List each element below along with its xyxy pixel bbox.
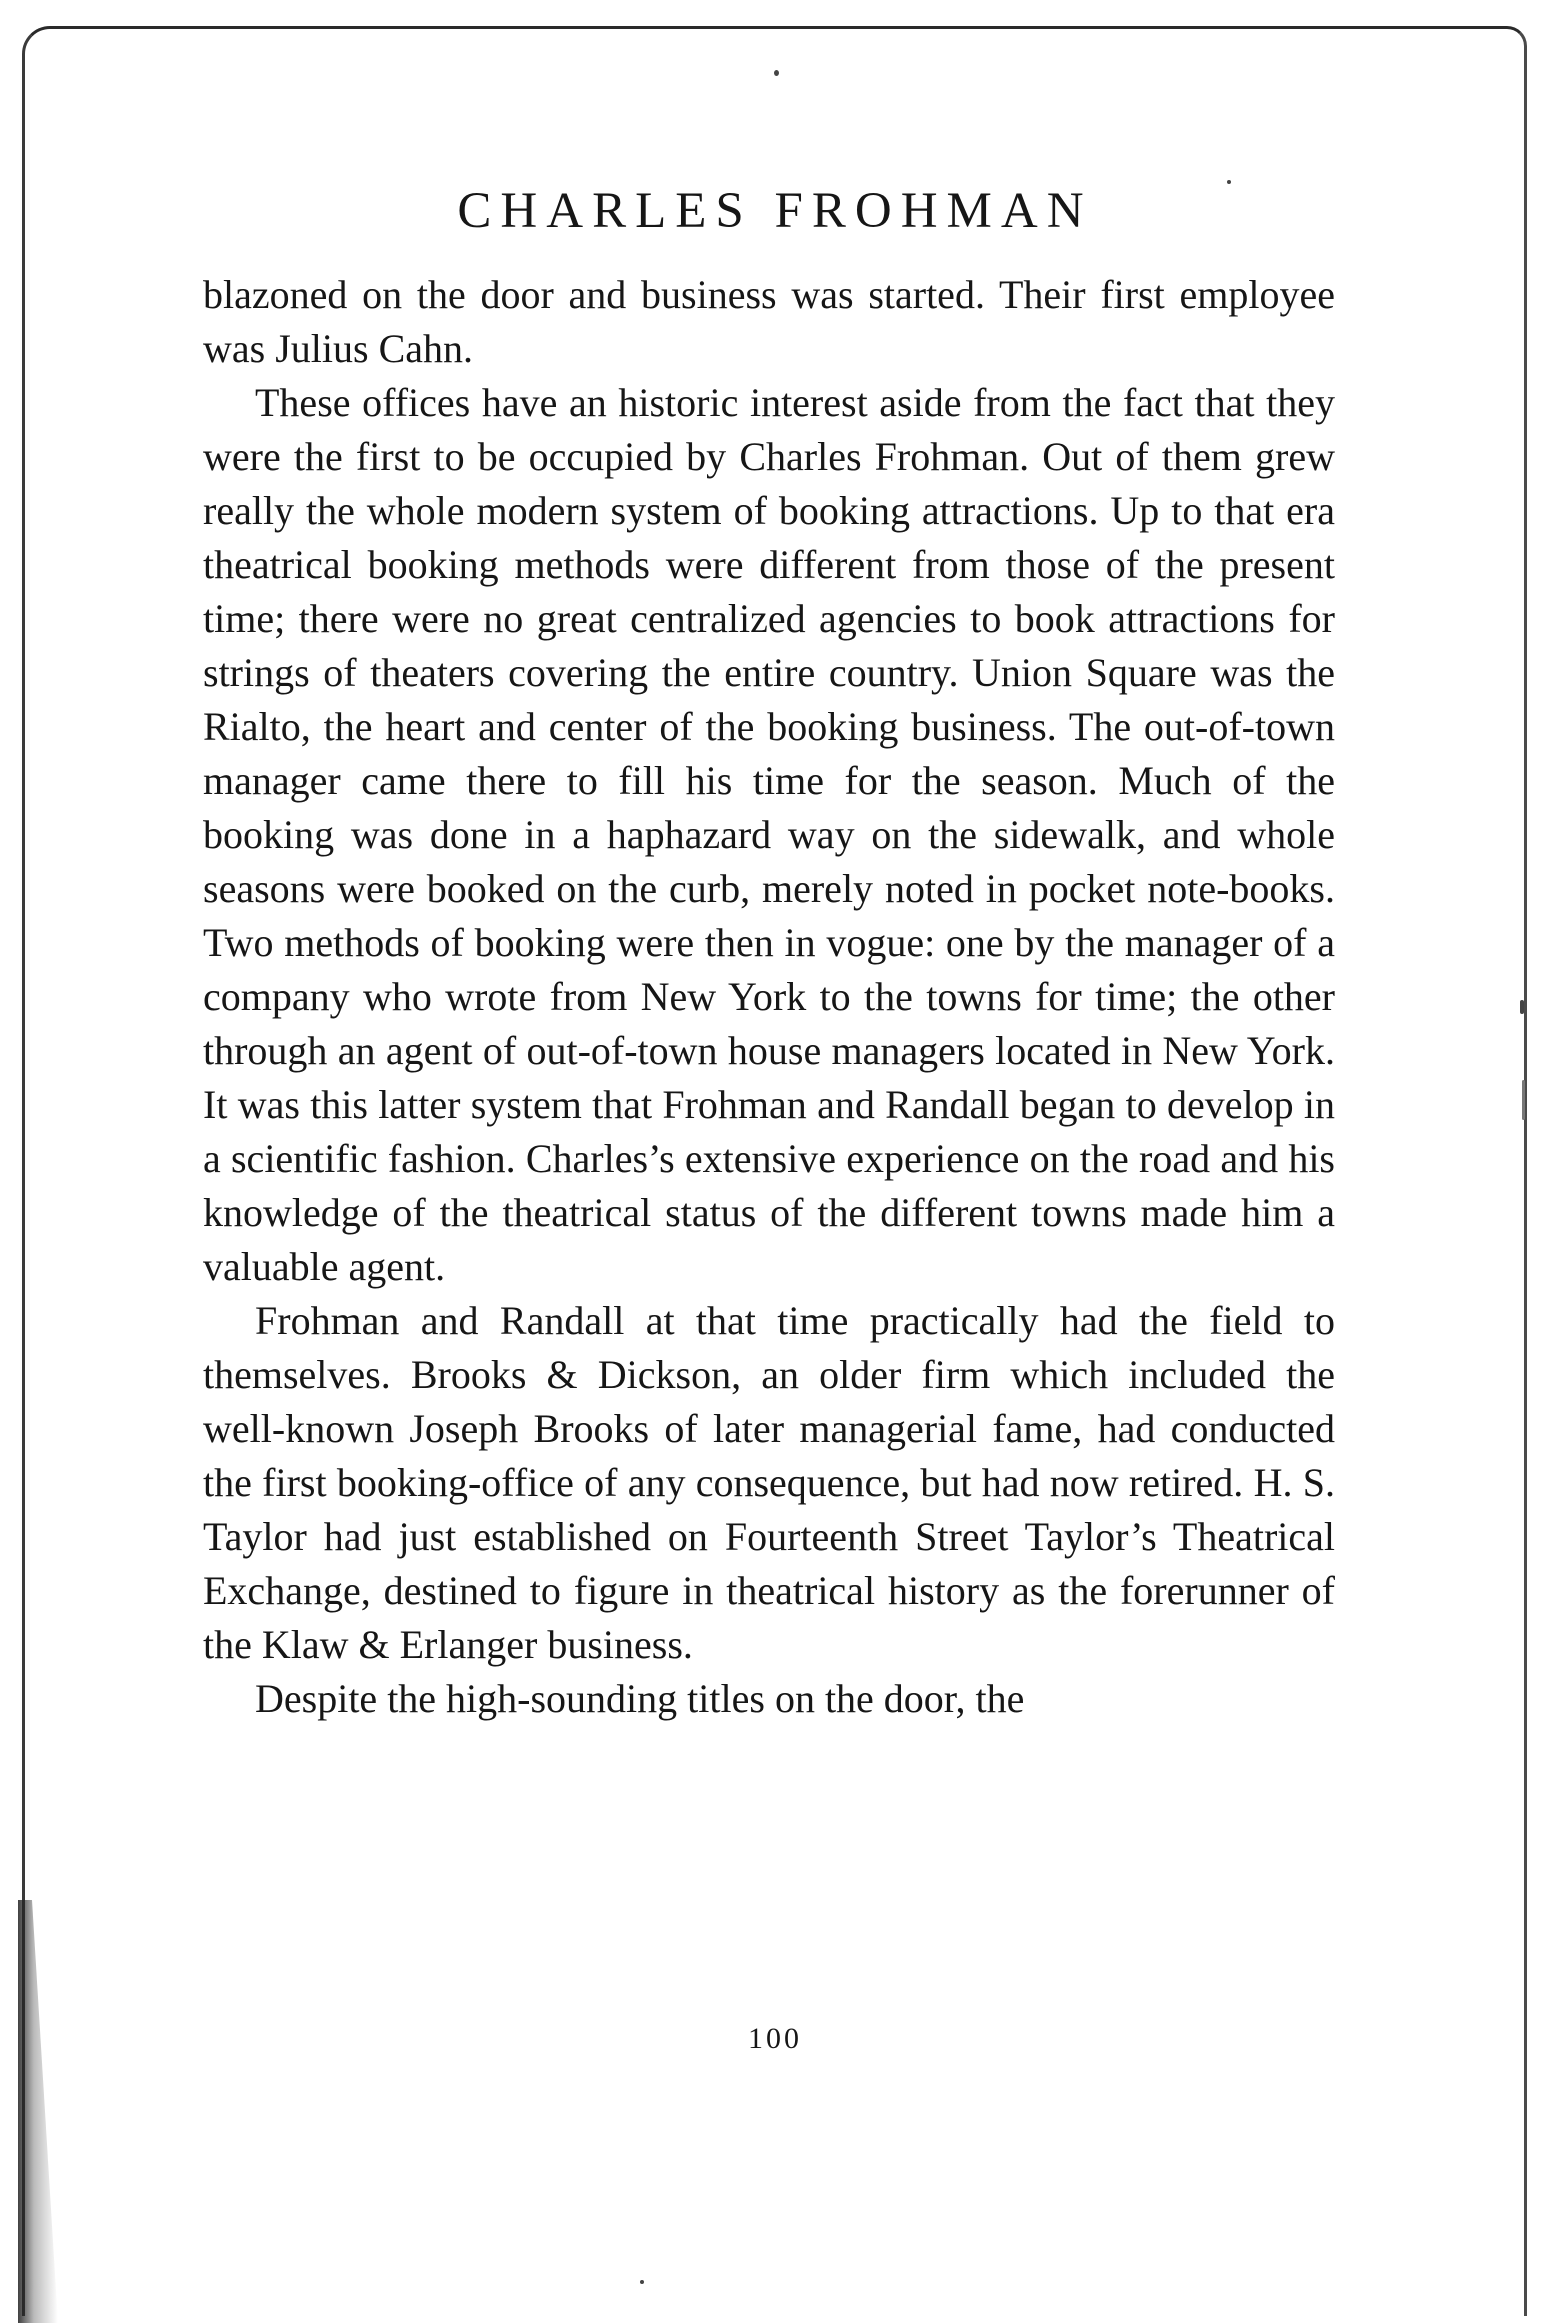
paragraph: These offices have an historic interest aside from the fact that they were the first to be occupied by Charles Frohman. Out of them grew really the whole modern system of booking attractions. Up to that era theatrical booking methods were different from those of the present time; there were no great centralized agencies to book attractions for strings of theaters covering the entire country. Union Square was the Rialto, the heart and center of the booking business. The out-of-town manager came there to fill his time for the season. Much of the booking was done in a haphazard way on the sidewalk, and whole seasons were booked on the curb, merely noted in pocket note-books. Two methods of booking were then in vogue: one by the manager of a company who wrote from New York to the towns for time; the other through an agent of out-of-town house managers located in New York. It was this latter system that Frohman and Randall began to develop in a scientific fashion. Charles’s extensive experience on the road and his knowledge of the theatrical status of the different towns made him a valuable agent. (203, 380, 1335, 1289)
paragraph: blazoned on the door and business was started. Their first employee was Julius Cahn. (203, 272, 1335, 371)
paragraph: Despite the high-sounding titles on the door, the (255, 1676, 1025, 1721)
body-text (203, 268, 1335, 1726)
running-head: CHARLES FROHMAN (457, 183, 1093, 239)
ink-speck (640, 2280, 644, 2284)
ink-speck (774, 70, 779, 76)
ink-speck (1520, 1000, 1524, 1014)
ink-speck (1522, 1080, 1525, 1120)
page-number: 100 (748, 2022, 802, 2055)
paragraph: Frohman and Randall at that time practically had the field to themselves. Brooks & Dickson, an older firm which included the well-known Joseph Brooks of later managerial fame, had conducted the first booking-office of any consequence, but had now retired. H. S. Taylor had just established on Fourteenth Street Taylor’s Theatrical Exchange, destined to figure in theatrical history as the forerunner of the Klaw & Erlanger business. (203, 1298, 1335, 1667)
